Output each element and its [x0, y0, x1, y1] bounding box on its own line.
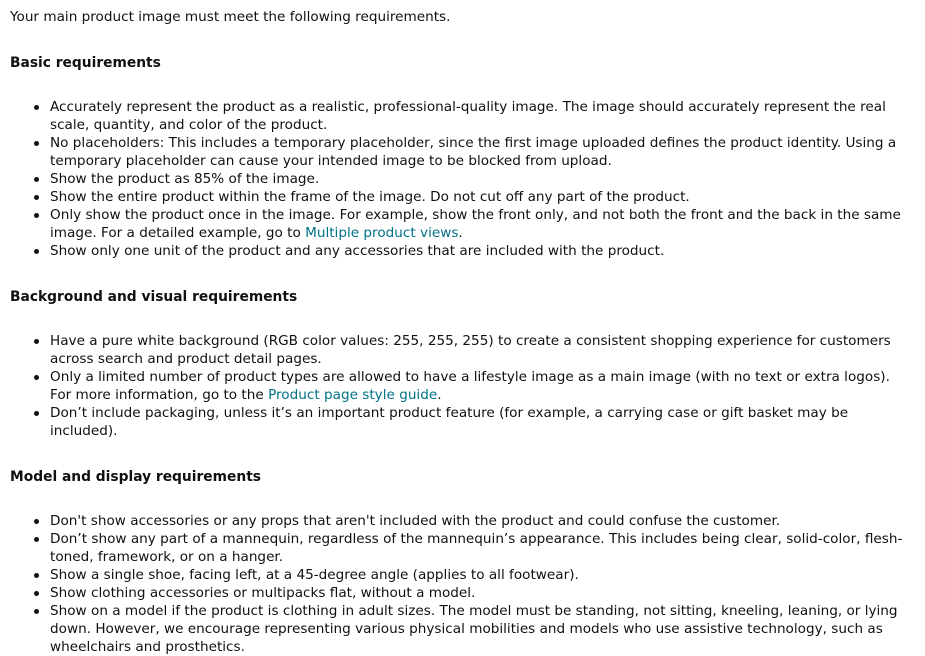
heading-background-visual-requirements: Background and visual requirements	[10, 289, 298, 305]
list-item-text: .	[437, 387, 442, 403]
list-item: Accurately represent the product as a realistic, professional-quality image. The image should accurately represent the real scale, quantity, and color of the product.	[50, 98, 915, 134]
list-item: Show only one unit of the product and any accessories that are included with the product.	[50, 242, 915, 260]
list-item-text: Only show the product once in the image. For example, show the front only, and not both the front and the back in the same image. For a detailed example, go to	[50, 207, 901, 241]
list-item: No placeholders: This includes a temporary placeholder, since the first image uploaded defines the product identity. Using a temporary placeholder can cause your intended image to be blocked from upload.	[50, 134, 915, 170]
multiple-product-views-link[interactable]: Multiple product views	[305, 225, 459, 241]
list-item: Show on a model if the product is clothing in adult sizes. The model must be standing, not sitting, kneeling, leaning, or lying down. However, we encourage representing various physical mobilities and models who use assistive technology, such as wheelchairs and prosthetics.	[50, 602, 915, 656]
list-item-text: .	[458, 225, 463, 241]
list-item: Don’t include packaging, unless it’s an important product feature (for example, a carrying case or gift basket may be included).	[50, 404, 915, 440]
list-item: Show a single shoe, facing left, at a 45-degree angle (applies to all footwear).	[50, 566, 915, 584]
list-item: Don’t show any part of a mannequin, regardless of the mannequin’s appearance. This includes being clear, solid-color, flesh-toned, framework, or on a hanger.	[50, 530, 915, 566]
background-requirements-list	[10, 332, 915, 440]
product-page-style-guide-link[interactable]: Product page style guide	[268, 387, 438, 403]
list-item: Show the product as 85% of the image.	[50, 170, 915, 188]
list-item: Show clothing accessories or multipacks flat, without a model.	[50, 584, 915, 602]
list-item: Have a pure white background (RGB color values: 255, 255, 255) to create a consistent shopping experience for customers across search and product detail pages.	[50, 332, 915, 368]
list-item-text: Only a limited number of product types are allowed to have a lifestyle image as a main image (with no text or extra logos). For more information, go to the	[50, 369, 890, 403]
heading-model-display-requirements: Model and display requirements	[10, 469, 262, 485]
list-item	[50, 206, 915, 242]
basic-requirements-list	[10, 98, 915, 260]
list-item	[50, 368, 915, 404]
intro-text: Your main product image must meet the following requirements.	[10, 9, 451, 25]
heading-basic-requirements: Basic requirements	[10, 55, 161, 71]
list-item: Don't show accessories or any props that aren't included with the product and could confuse the customer.	[50, 512, 915, 530]
model-requirements-list	[10, 512, 915, 656]
list-item: Show the entire product within the frame of the image. Do not cut off any part of the product.	[50, 188, 915, 206]
